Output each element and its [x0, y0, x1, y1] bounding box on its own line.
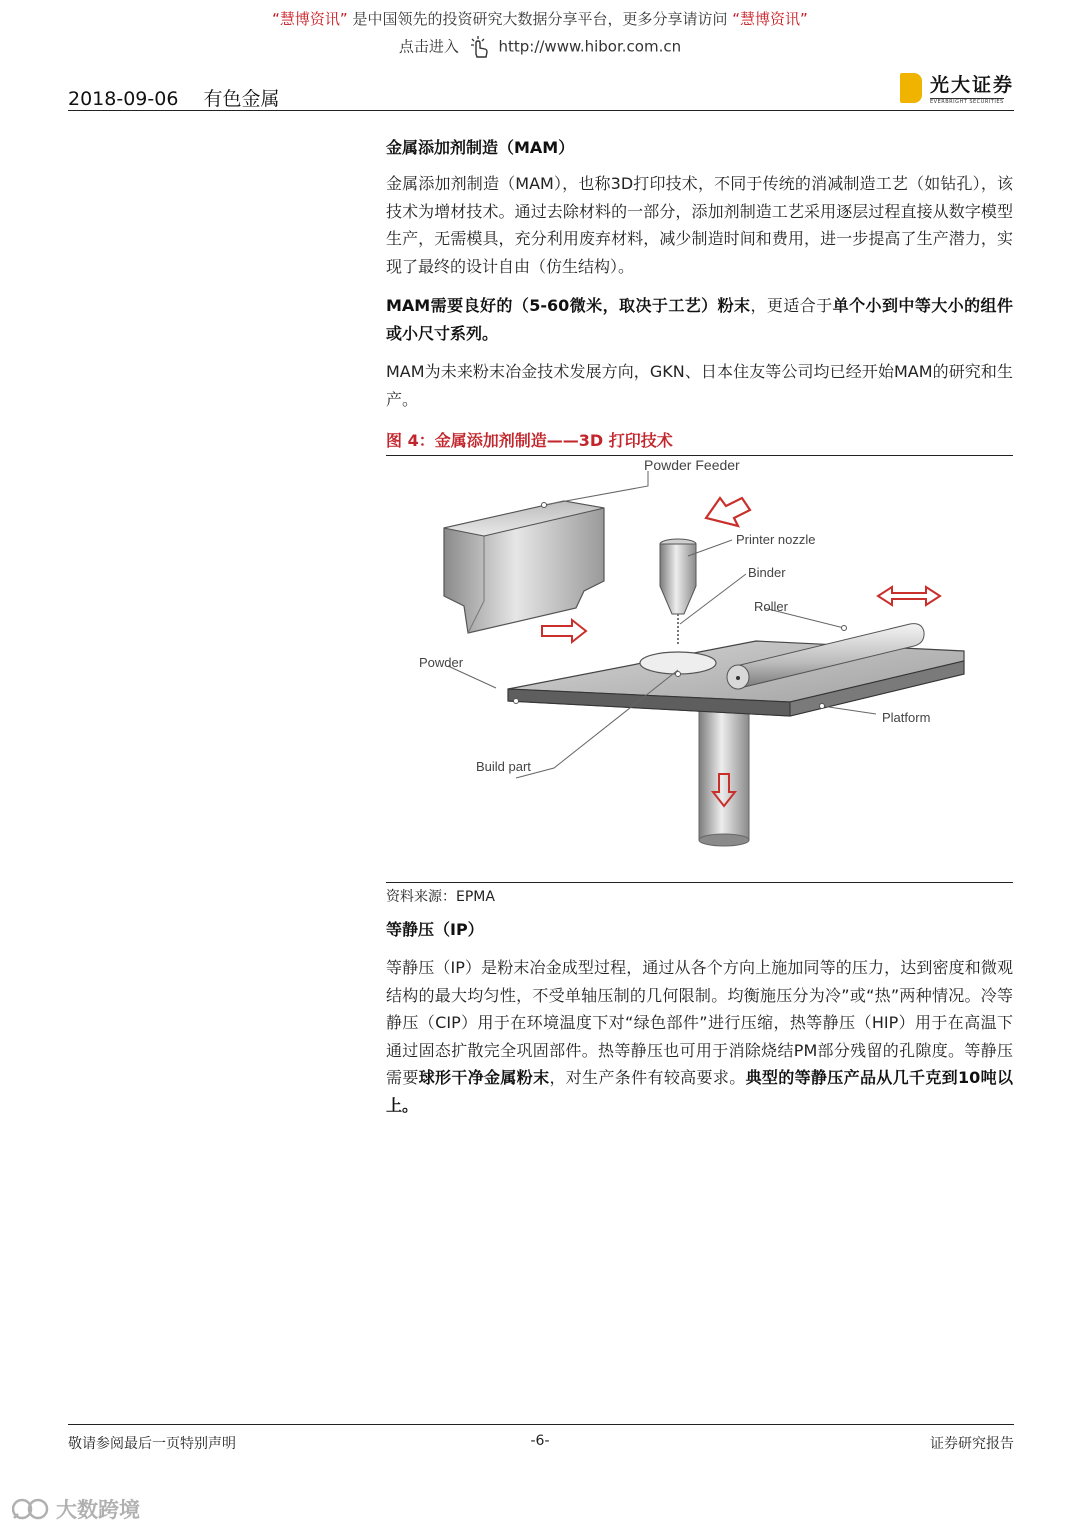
- ip-para-normal-1: 等静压（IP）是粉末冶金成型过程，通过从各个方向上施加同等的压力，达到密度和微观结构的最大均匀性，不受单轴压制的几何限制。均衡施压分为冷”或“热”两种情况。冷等静压（CIP）用于在环境温度下对“绿色部件”进行压缩，热等静压（HIP）用于在高温下通过固态扩散完全巩固部件。热等静压也可用于消除烧结PM部分残留的孔隙度。等静压需要: [386, 958, 1013, 1087]
- footer-report-type: 证券研究报告: [930, 1436, 1014, 1452]
- banner-enter-label: 点击进入: [398, 37, 459, 56]
- build-part-ellipse: [640, 652, 716, 674]
- mam-paragraph-1: 金属添加剂制造（MAM），也称3D打印技术，不同于传统的消减制造工艺（如钻孔），该技术为增材技术。通过去除材料的一部分，添加剂制造工艺采用逐层过程直接从数字模型生产，无需模具，充分利用废弃材料，减少制造时间和费用，进一步提高了生产潜力，实现了最终的设计自由（仿生结构）。: [386, 174, 1013, 276]
- ip-para-normal-2: ，对生产条件有较高要求。: [549, 1068, 746, 1087]
- logo-en: EVERBRIGHT SECURITIES: [929, 99, 1004, 105]
- mam-para2-bold-2: 单个小到中等大小的组件或小尺寸系列。: [386, 296, 1013, 343]
- mam-para2-bold-1: MAM需要良好的（5-60微米，取决于工艺）粉末: [386, 296, 751, 315]
- double-arrow-icon: [878, 587, 940, 605]
- label-build-part: Build part: [476, 759, 531, 774]
- mam-paragraph-3: MAM为未来粉末冶金技术发展方向，GKN、日本住友等公司均已经开始MAM的研究和生产。: [386, 362, 1013, 409]
- brand-logo: [900, 70, 1014, 105]
- logo-mark-icon: [900, 73, 922, 103]
- logo-cn: 光大证券: [929, 74, 1014, 96]
- ip-paragraph: [386, 954, 1013, 1119]
- pointer-hand-icon: [466, 34, 492, 60]
- ip-para-bold-1: 球形干净金属粉末: [418, 1068, 550, 1087]
- right-arrow-icon: [542, 620, 586, 642]
- label-platform: Platform: [882, 710, 931, 725]
- watermark: [12, 1494, 140, 1524]
- ip-para-bold-2: 典型的等静压产品从几千克到10吨以上。: [386, 1068, 1013, 1115]
- header-rule: [68, 110, 1014, 111]
- label-binder: Binder: [748, 565, 786, 580]
- label-printer-nozzle: Printer nozzle: [736, 532, 816, 547]
- label-powder-feeder: Powder Feeder: [644, 457, 740, 473]
- mam-heading: 金属添加剂制造（MAM）: [386, 138, 575, 157]
- mam-paragraph-2: [386, 292, 1013, 347]
- mam-3d-printing-diagram: [386, 456, 1013, 881]
- figure-title: 图 4：金属添加剂制造——3D 打印技术: [386, 431, 673, 450]
- ip-heading: 等静压（IP）: [386, 920, 484, 939]
- banner-url-link[interactable]: http://www.hibor.com.cn: [498, 37, 682, 56]
- top-banner-line1: [0, 8, 1080, 29]
- mam-para2-normal: ，更适合于: [750, 296, 833, 315]
- label-powder: Powder: [419, 655, 464, 670]
- footer-page-number: -6-: [530, 1433, 550, 1449]
- figure-source: 资料来源：EPMA: [386, 889, 495, 905]
- feeder-direction-arrow-icon: [706, 498, 750, 526]
- watermark-logo-icon: [12, 1496, 52, 1522]
- banner-brand-repeat: “慧博资讯”: [732, 10, 808, 28]
- watermark-text: 大数跨境: [56, 1498, 140, 1522]
- top-banner-line2[interactable]: [0, 34, 1080, 60]
- header-date-sector: 2018-09-06 有色金属: [68, 88, 280, 110]
- banner-text: 是中国领先的投资研究大数据分享平台，更多分享请访问: [352, 10, 728, 28]
- label-roller: Roller: [754, 599, 788, 614]
- banner-brand: “慧博资讯”: [272, 10, 348, 28]
- figure-bottom-rule: [386, 882, 1013, 883]
- footer-rule: [68, 1424, 1014, 1425]
- printer-nozzle: [660, 544, 696, 614]
- footer-disclaimer: 敬请参阅最后一页特别声明: [68, 1436, 236, 1452]
